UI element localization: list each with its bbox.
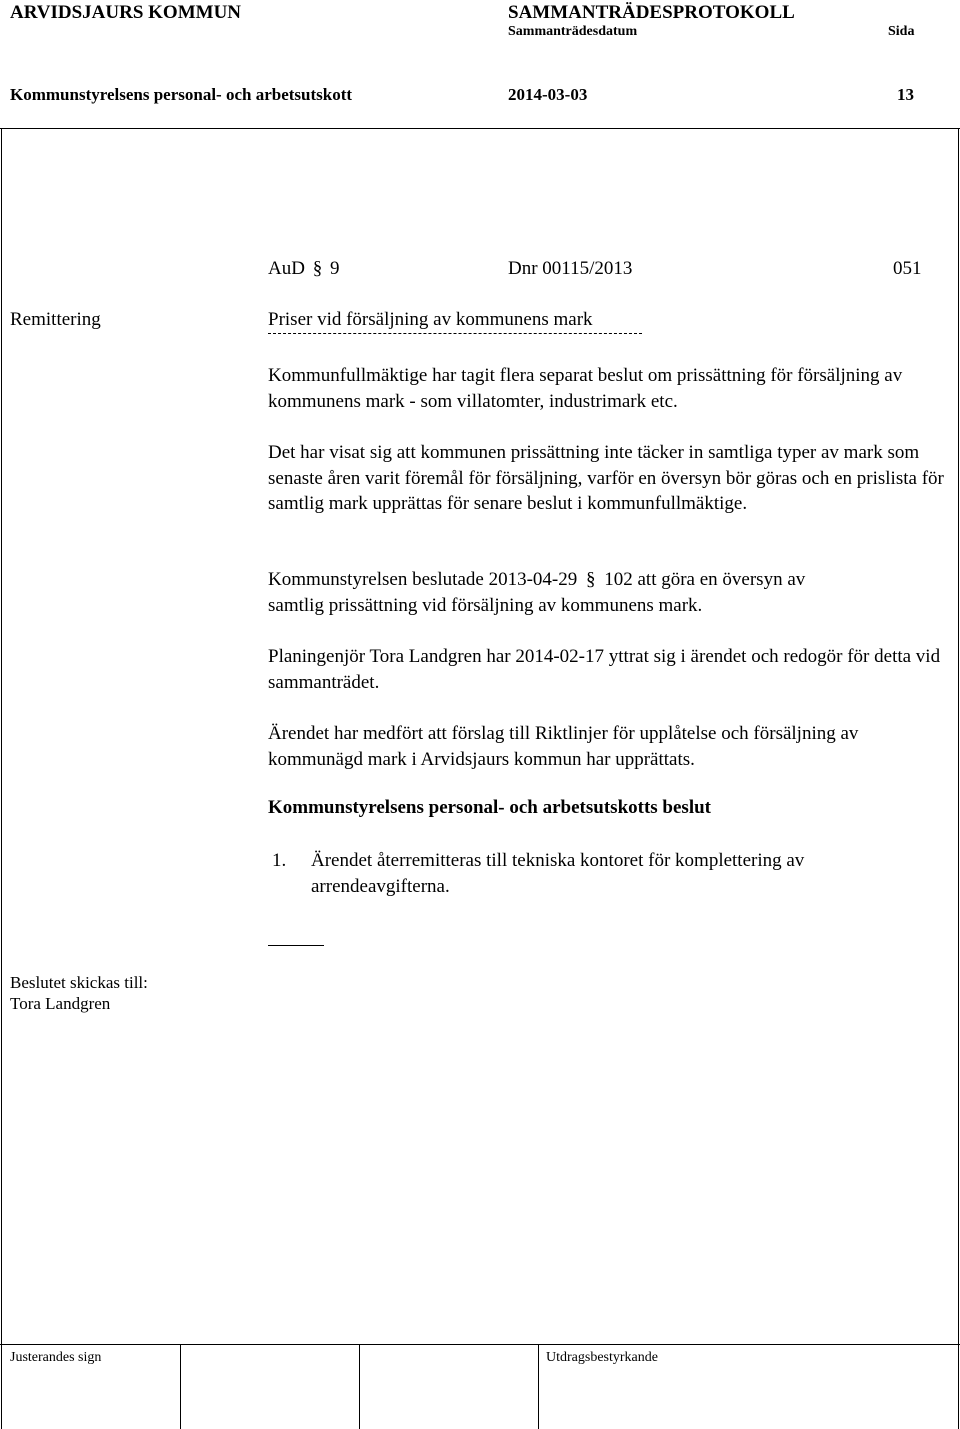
title-underline bbox=[268, 333, 642, 334]
section-number: 9 bbox=[329, 258, 340, 279]
diary-number: Dnr 00115/2013 bbox=[508, 258, 633, 279]
section-id: AuD bbox=[268, 258, 305, 279]
end-rule bbox=[268, 945, 324, 946]
sent-to-label: Beslutet skickas till: bbox=[10, 973, 148, 992]
section-reference bbox=[268, 258, 339, 280]
ks-decision-number: 102 att göra en översyn av bbox=[604, 569, 806, 590]
paragraph-ks-decision bbox=[268, 567, 948, 618]
decision-heading: Kommunstyrelsens personal- och arbetsutskotts beslut bbox=[268, 797, 712, 818]
header-rule bbox=[0, 128, 960, 129]
paragraph-outcome: Ärendet har medfört att förslag till Riktlinjer för upplåtelse och försäljning av kommunägd mark i Arvidsjaurs kommun har upprättats. bbox=[268, 723, 859, 770]
footer-divider-2 bbox=[359, 1344, 360, 1429]
case-title: Priser vid försäljning av kommunens mark bbox=[268, 309, 593, 330]
sent-to-name: Tora Landgren bbox=[10, 994, 111, 1013]
ks-decision-text: Kommunstyrelsen beslutade 2013-04-29 bbox=[268, 569, 578, 590]
decision-item-text: Ärendet återremitteras till tekniska kontoret för komplettering av arrendeavgifterna. bbox=[311, 850, 805, 897]
frame-left-border bbox=[1, 128, 2, 1429]
committee-name: Kommunstyrelsens personal- och arbetsutskott bbox=[10, 85, 353, 104]
frame-right-border bbox=[958, 128, 959, 1429]
page-label: Sida bbox=[888, 24, 915, 39]
paragraph-findings: Det har visat sig att kommunen prissättning inte täcker in samtliga typer av mark som senaste åren varit föremål för försäljning, varför en översyn bör göras och en prislista för samtlig mark upprättas för senare beslut i kommunfullmäktige. bbox=[268, 442, 944, 514]
document-type: SAMMANTRÄDESPROTOKOLL bbox=[508, 2, 795, 23]
paragraph-statement: Planingenjör Tora Landgren har 2014-02-17 yttrat sig i ärendet och redogör för detta vid sammanträdet. bbox=[268, 646, 941, 693]
paragraph-background: Kommunfullmäktige har tagit flera separat beslut om prissättning för försäljning av kommunens mark - som villatomter, industrimark etc. bbox=[268, 365, 903, 412]
paragraph-icon: § bbox=[312, 258, 323, 279]
side-heading: Remittering bbox=[10, 309, 101, 330]
page-number: 13 bbox=[897, 85, 914, 104]
sign-label: Justerandes sign bbox=[10, 1350, 102, 1365]
decision-item-number: 1. bbox=[272, 850, 287, 871]
organization-name: ARVIDSJAURS KOMMUN bbox=[10, 2, 242, 23]
date-label: Sammanträdesdatum bbox=[508, 24, 638, 39]
footer-divider-1 bbox=[180, 1344, 181, 1429]
archive-code: 051 bbox=[893, 258, 922, 279]
footer-divider-3 bbox=[538, 1344, 539, 1429]
paragraph-icon: § bbox=[585, 569, 596, 590]
ks-decision-text-line2: samtlig prissättning vid försäljning av kommunens mark. bbox=[268, 594, 703, 616]
meeting-date: 2014-03-03 bbox=[508, 85, 588, 104]
footer-rule bbox=[0, 1344, 960, 1345]
certification-label: Utdragsbestyrkande bbox=[546, 1350, 658, 1365]
